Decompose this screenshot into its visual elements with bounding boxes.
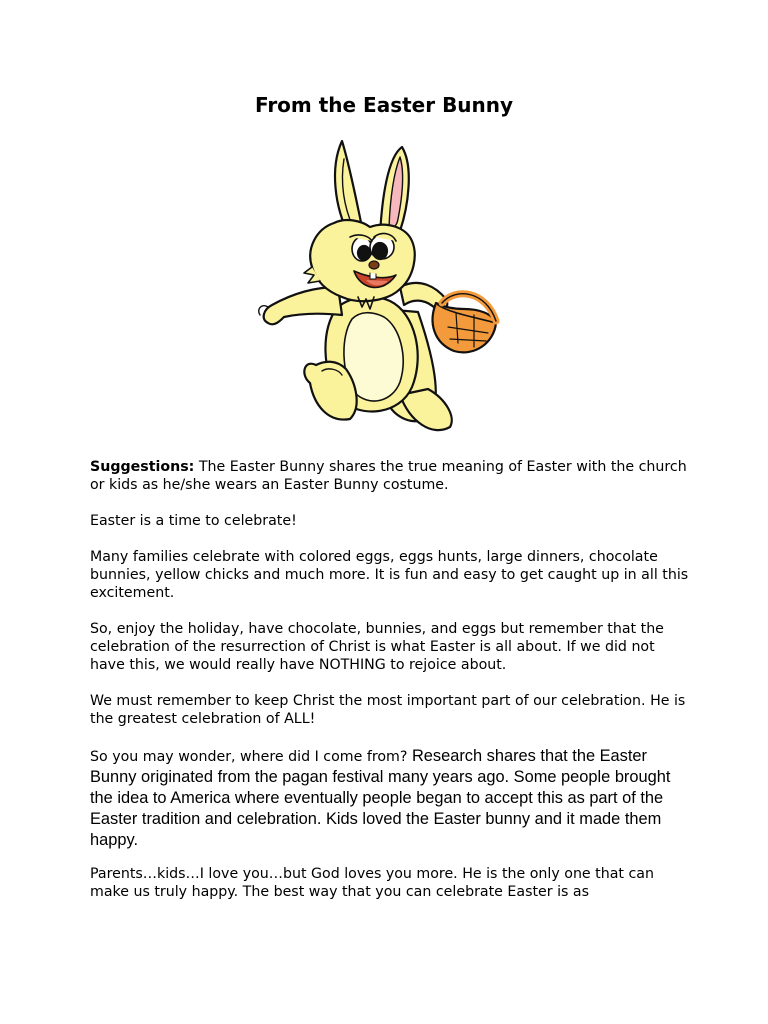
suggestions-text: The Easter Bunny shares the true meaning of Easter with the church or kids as he/she wears an Easter Bunny costume. — [90, 459, 687, 493]
easter-bunny-illustration — [250, 137, 520, 445]
research-text: Research shares that the Easter Bunny originated from the pagan festival many years ago. Some people brought the idea to America where eventually people began to accept this as part of the Easter tradition and celebration. Kids loved the Easter bunny and it made them happy. — [90, 747, 671, 849]
wonder-text: So you may wonder, where did I come from? — [90, 749, 408, 765]
page-title: From the Easter Bunny — [254, 93, 514, 117]
suggestions-paragraph — [90, 458, 690, 494]
celebrate-paragraph: Easter is a time to celebrate! — [90, 513, 297, 529]
families-paragraph: Many families celebrate with colored eggs, eggs hunts, large dinners, chocolate bunnies, yellow chicks and much more. It is fun and easy to get caught up in all this excitement. — [90, 549, 689, 601]
easter-bunny-icon — [250, 137, 520, 445]
enjoy-paragraph: So, enjoy the holiday, have chocolate, bunnies, and eggs but remember that the celebration of the resurrection of Christ is what Easter is all about. If we did not have this, we would really have NOTHING to rejoice about. — [90, 621, 664, 673]
parents-paragraph: Parents…kids…I love you…but God loves you more. He is the only one that can make us truly happy. The best way that you can celebrate Easter is as — [90, 866, 654, 900]
suggestions-label: Suggestions: — [90, 459, 195, 475]
remember-paragraph: We must remember to keep Christ the most important part of our celebration. He is the greatest celebration of ALL! — [90, 693, 686, 727]
origin-paragraph — [90, 746, 690, 851]
document-body — [90, 458, 690, 919]
